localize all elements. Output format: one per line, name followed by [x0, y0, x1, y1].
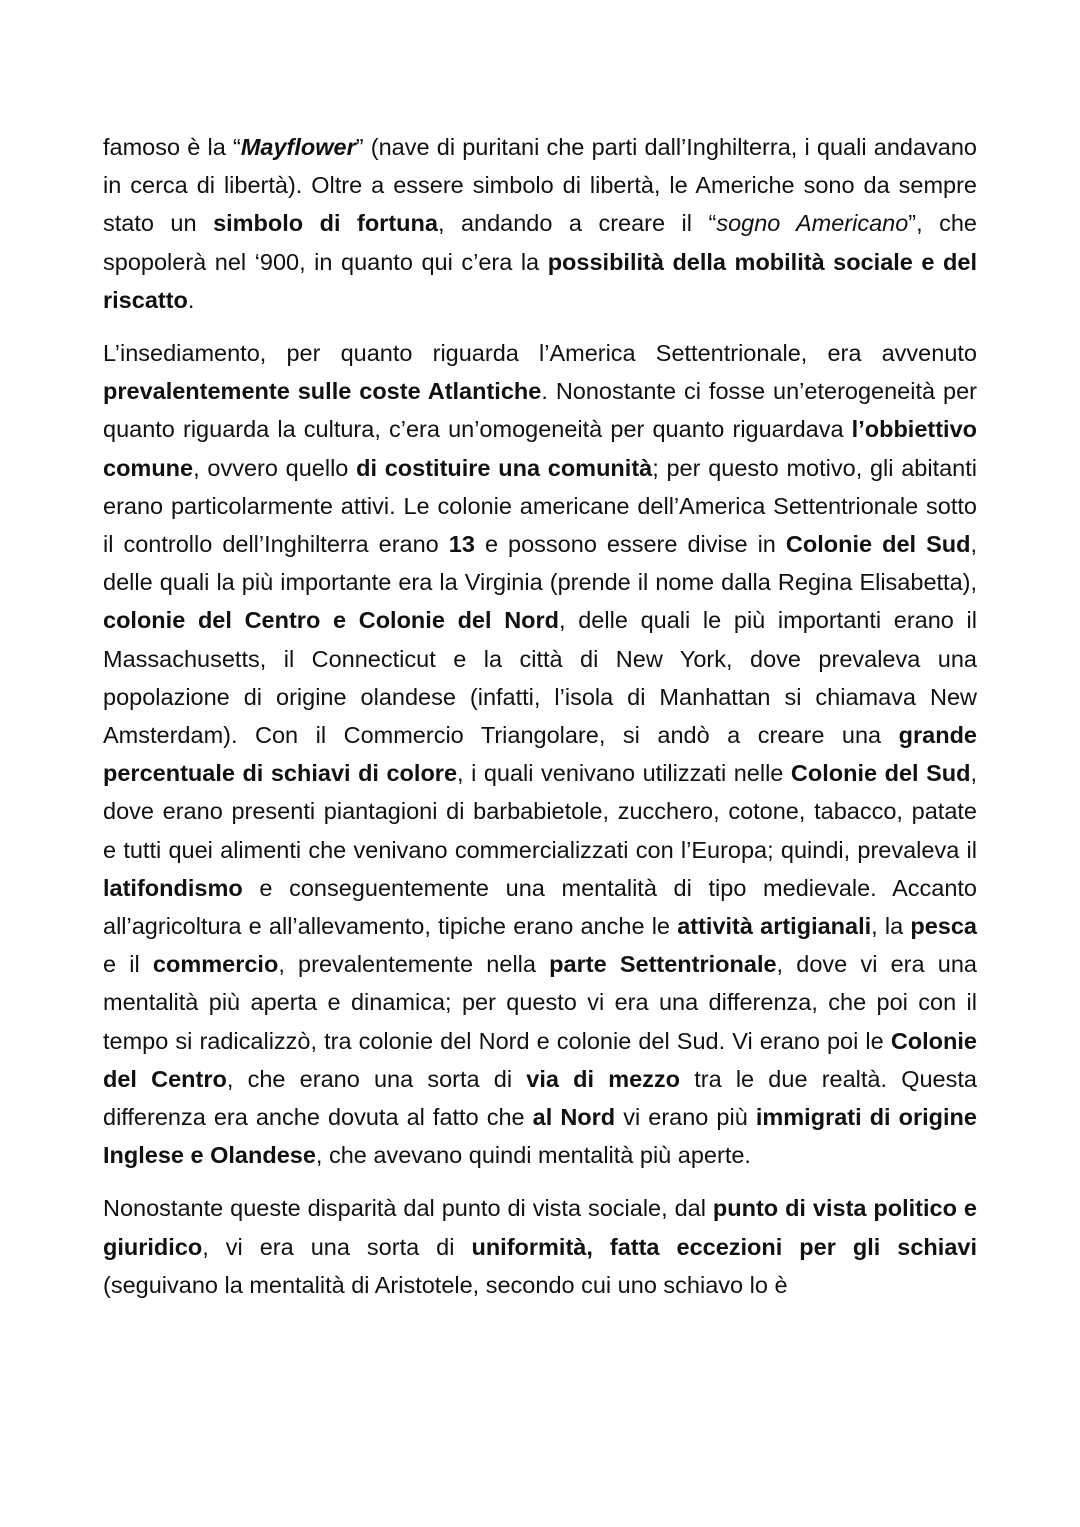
emphasis: grande percentuale di schiavi di colore	[103, 722, 977, 787]
text-run: ; per questo motivo, gli abitanti erano particolarmente attivi. Le colonie americane dell’America Settentrionale sotto il controllo dell’Inghilterra erano	[103, 454, 977, 558]
paragraph-mayflower	[103, 128, 977, 319]
emphasis: 13	[448, 531, 475, 558]
text-run: famoso è la “	[103, 134, 241, 160]
emphasis: di costituire una comunità	[356, 454, 653, 481]
text-run: ”, che spopolerà nel ‘900, in quanto qui c’era la	[103, 210, 978, 275]
emphasis: attività artigianali	[677, 913, 872, 940]
text-run: , vi era una sorta di	[202, 1233, 472, 1260]
text-run: ” (nave di puritani che parti dall’Inghilterra, i quali andavano in cerca di libertà). Oltre a essere simbolo di libertà, le Americhe sono da sempre stato un	[103, 134, 977, 237]
paragraph-insediamento	[103, 334, 977, 1174]
text-run: . Nonostante ci fosse un’eterogeneità per quanto riguarda la cultura, c’era un’omogeneità per quanto riguardava	[103, 378, 977, 443]
paragraph-disparita	[103, 1189, 977, 1304]
text-run: , andando a creare il “	[437, 210, 717, 237]
text-run: .	[187, 286, 195, 313]
text-run: vi erano più	[615, 1104, 756, 1131]
text-run: L’insediamento, per quanto riguarda l’America Settentrionale, era avvenuto	[103, 340, 977, 367]
emphasis: parte Settentrionale	[549, 951, 777, 978]
document-page	[103, 128, 977, 1319]
text-run: , ovvero quello	[193, 454, 357, 481]
emphasis: Colonie del Sud	[785, 531, 971, 558]
text-run: e il	[103, 951, 153, 978]
emphasis-sogno-americano: sogno Americano	[716, 210, 909, 237]
emphasis: punto di vista politico e giuridico	[103, 1195, 977, 1260]
emphasis: commercio	[152, 951, 279, 978]
emphasis: uniformità, fatta eccezioni per gli schiavi	[471, 1233, 977, 1260]
emphasis: al Nord	[532, 1104, 616, 1131]
text-run: , delle quali la più importante era la Virginia (prende il nome dalla Regina Elisabetta),	[103, 531, 977, 596]
text-run: , i quali venivano utilizzati nelle	[457, 760, 791, 787]
emphasis-mayflower: Mayflower	[240, 134, 356, 160]
emphasis: prevalentemente sulle coste Atlantiche	[103, 378, 542, 405]
emphasis: pesca	[910, 913, 977, 940]
text-run: tra le due realtà. Questa differenza era anche dovuta al fatto che	[103, 1065, 977, 1131]
text-run: , dove erano presenti piantagioni di barbabietole, zucchero, cotone, tabacco, patate e tutti quei alimenti che venivano commercializzati con l’Europa; quindi, prevaleva il	[103, 760, 977, 863]
text-run: , prevalentemente nella	[278, 951, 550, 978]
text-run: Nonostante queste disparità dal punto di vista sociale, dal	[103, 1195, 713, 1222]
text-run: , dove vi era una mentalità più aperta e dinamica; per questo vi era una differenza, che poi con il tempo si radicalizzò, tra colonie del Nord e colonie del Sud. Vi erano poi le	[103, 951, 977, 1054]
emphasis: latifondismo	[103, 874, 243, 901]
text-run: e possono essere divise in	[474, 531, 786, 558]
text-run: , delle quali le più importanti erano il Massachusetts, il Connecticut e la città di New York, dove prevaleva una popolazione di origine olandese (infatti, l’isola di Manhattan si chiamava New Amsterdam). Con il Commercio Triangolare, si andò a creare una	[103, 607, 977, 749]
emphasis: Colonie del Sud	[790, 760, 971, 787]
emphasis: immigrati di origine Inglese e Olandese	[103, 1104, 977, 1169]
emphasis-mobilita-sociale: possibilità della mobilità sociale e del riscatto	[103, 248, 977, 313]
text-run: , la	[871, 913, 911, 940]
text-run: , che erano una sorta di	[226, 1065, 527, 1092]
text-run: (seguivano la mentalità di Aristotele, secondo cui uno schiavo lo è	[103, 1271, 788, 1298]
emphasis: Colonie del Centro	[103, 1027, 977, 1092]
emphasis: colonie del Centro e Colonie del Nord	[103, 607, 560, 634]
emphasis: via di mezzo	[526, 1065, 681, 1092]
emphasis: l’obbiettivo comune	[103, 416, 977, 481]
emphasis-simbolo-fortuna: simbolo di fortuna	[213, 210, 438, 237]
text-run: , che avevano quindi mentalità più aperte.	[315, 1142, 751, 1169]
text-run: e conseguentemente una mentalità di tipo medievale. Accanto all’agricoltura e all’allevamento, tipiche erano anche le	[103, 874, 977, 940]
